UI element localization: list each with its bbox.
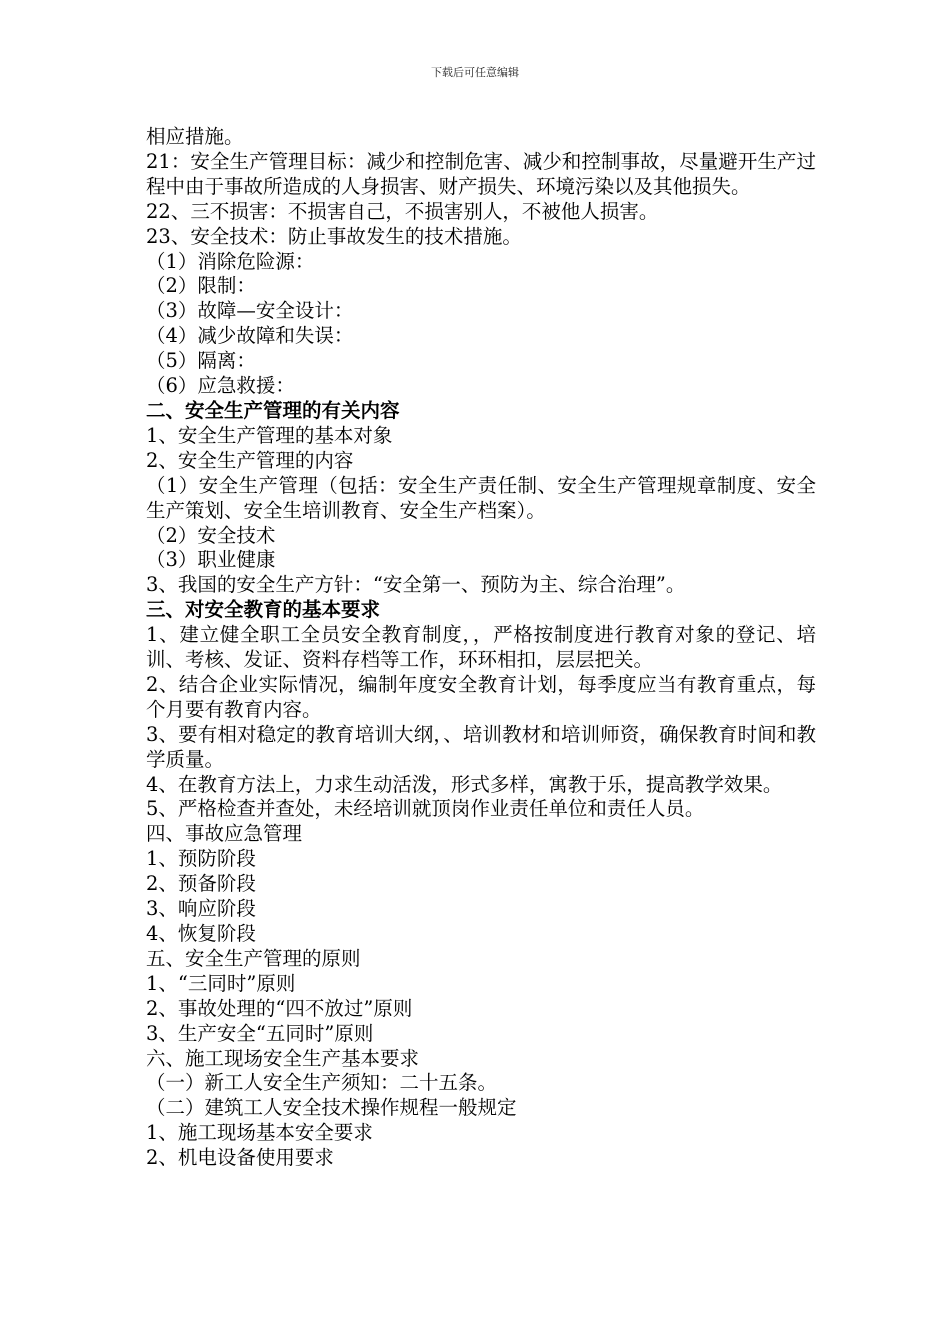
paragraph-line: 五、安全生产管理的原则	[146, 946, 361, 970]
paragraph-line: 22、三不损害：不损害自己，不损害别人，不被他人损害。	[146, 199, 659, 223]
paragraph-line: （3）职业健康	[146, 548, 276, 572]
paragraph-line: 1、安全生产管理的基本对象	[146, 423, 393, 447]
paragraph-line: 六、施工现场安全生产基本要求	[146, 1046, 420, 1070]
paragraph-line: （2）安全技术	[146, 523, 276, 547]
paragraph-line: 3、生产安全“五同时”原则	[146, 1021, 374, 1045]
paragraph-line: （5）隔离：	[146, 349, 256, 373]
paragraph-line: 相应措施。	[146, 125, 244, 148]
paragraph-line: 5、严格检查并查处，未经培训就顶岗作业责任单位和责任人员。	[146, 797, 705, 821]
paragraph-line: 2、机电设备使用要求	[146, 1146, 334, 1170]
paragraph-line: （2）限制：	[146, 274, 256, 298]
section-heading: 二、安全生产管理的有关内容	[146, 398, 400, 422]
paragraph-line: 4、恢复阶段	[146, 922, 256, 945]
paragraph-line: （6）应急救援：	[146, 374, 295, 398]
paragraph-line: 23、安全技术：防止事故发生的技术措施。	[146, 224, 522, 248]
paragraph-line: 2、预备阶段	[146, 872, 256, 896]
paragraph-line: 3、我国的安全生产方针：“安全第一、预防为主、综合治理”。	[146, 573, 686, 597]
paragraph-line: 21：安全生产管理目标：减少和控制危害、减少和控制事故，尽量避开生产过程中由于事故所造成的人身损害、财产损失、环境污染以及其他损失。	[146, 149, 816, 198]
paragraph-line: 2、安全生产管理的内容	[146, 448, 354, 472]
paragraph-line: （1）消除危险源：	[146, 249, 315, 273]
paragraph-line: 1、施工现场基本安全要求	[146, 1121, 373, 1145]
paragraph-line: （一）新工人安全生产须知：二十五条。	[146, 1071, 498, 1095]
paragraph-line: 1、建立健全职工全员安全教育制度，，严格按制度进行教育对象的登记、培训、考核、发证、资料存档等工作，环环相扣，层层把关。	[146, 623, 816, 672]
paragraph-line: 四、事故应急管理	[146, 822, 303, 846]
paragraph-line: 4、在教育方法上，力求生动活泼，形式多样，寓教于乐，提高教学效果。	[146, 772, 783, 796]
paragraph-line: （二）建筑工人安全技术操作规程一般规定	[146, 1096, 517, 1120]
paragraph-line: （3）故障—安全设计：	[146, 299, 354, 323]
paragraph-line: （1）安全生产管理（包括：安全生产责任制、安全生产管理规章制度、安全生产策划、安全生培训教育、安全生产档案）。	[146, 473, 816, 522]
document-body	[146, 125, 816, 1171]
section-heading: 三、对安全教育的基本要求	[146, 598, 381, 622]
paragraph-line: 2、结合企业实际情况，编制年度安全教育计划，每季度应当有教育重点，每个月要有教育内容。	[146, 672, 816, 721]
paragraph-line: 1、“三同时”原则	[146, 971, 296, 995]
paragraph-line: 3、要有相对稳定的教育培训大纲，、培训教材和培训师资，确保教育时间和教学质量。	[146, 722, 816, 771]
paragraph-line: 1、预防阶段	[146, 847, 256, 871]
paragraph-line: 2、事故处理的“四不放过”原则	[146, 996, 413, 1020]
paragraph-line: （4）减少故障和失误：	[146, 324, 354, 348]
paragraph-line: 3、响应阶段	[146, 897, 256, 921]
page-header-note: 下载后可任意编辑	[431, 66, 519, 79]
